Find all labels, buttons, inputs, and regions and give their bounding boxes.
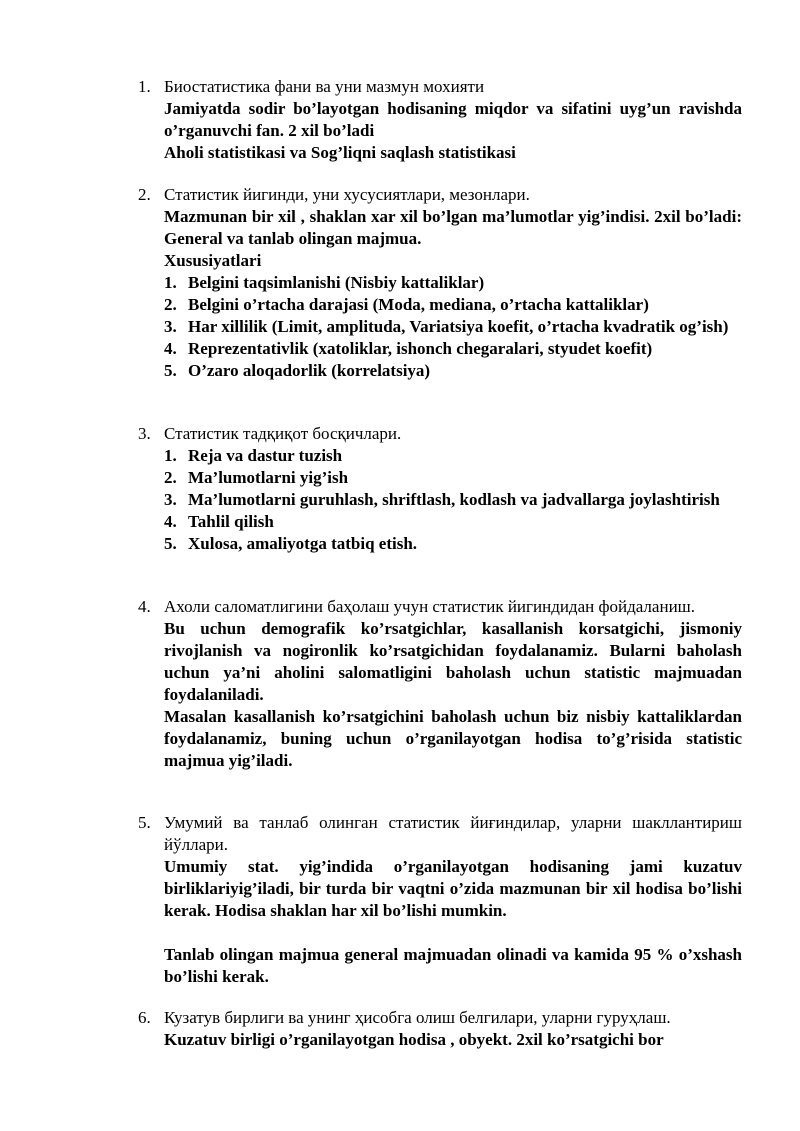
question-number: 1.: [138, 77, 151, 96]
question-title: Умумий ва танлаб олинган статистик йиғиндилар, уларни шакллантириш йўллари.: [164, 813, 742, 854]
question-title: Ахоли саломатлигини баҳолаш учун статистик йигиндидан фойдаланиш.: [164, 597, 696, 616]
answer-paragraph: Jamiyatda sodir bo’layotgan hodisaning miqdor va sifatini uyg’un ravishda o’rganuvchi fan. 2 xil bo’ladi: [164, 99, 742, 140]
list-item: 2. Ma’lumotlarni yig’ish: [164, 468, 349, 487]
list-item: 4. Tahlil qilish: [164, 512, 274, 531]
question-number: 4.: [138, 597, 151, 616]
question-title: Статистик тадқиқот босқичлари.: [164, 424, 402, 443]
question-item-6: [138, 1007, 742, 1051]
question-number: 3.: [138, 424, 151, 443]
list-item: 3. Har xillilik (Limit, amplituda, Variatsiya koefit, o’rtacha kvadratik og’ish): [164, 317, 729, 336]
list-item: 5. Xulosa, amaliyotga tatbiq etish.: [164, 534, 418, 553]
answer-paragraph: Aholi statistikasi va Sog’liqni saqlash statistikasi: [164, 143, 516, 162]
question-number: 2.: [138, 185, 151, 204]
answer-paragraph: Bu uchun demografik ko’rsatgichlar, kasallanish korsatgichi, jismoniy rivojlanish va nogironlik ko’rsatgichidan foydalanamiz. Bularni baholash uchun ya’ni aholini salomatligini baholash uchun statistic majmuadan foydalaniladi.: [164, 619, 742, 704]
list-item: 4. Reprezentativlik (xatoliklar, ishonch chegaralari, styudet koefit): [164, 339, 653, 358]
answer-paragraph: Masalan kasallanish ko’rsatgichini baholash uchun biz nisbiy kattaliklardan foydalanamiz, buning uchun o’rganilayotgan hodisa to’g’risida statistic majmua yig’iladi.: [164, 707, 742, 770]
question-item-1: [138, 76, 742, 164]
paragraph-spacer: [164, 922, 742, 944]
question-number: 6.: [138, 1008, 151, 1027]
answer-paragraph: Tanlab olingan majmua general majmuadan olinadi va kamida 95 % o’xshash bo’lishi kerak.: [164, 945, 742, 986]
list-item: 1. Reja va dastur tuzish: [164, 446, 343, 465]
question-item-3: [138, 423, 742, 555]
list-item: 2. Belgini o’rtacha darajasi (Moda, mediana, o’rtacha kattaliklar): [164, 295, 649, 314]
question-title: Биостатистика фани ва уни мазмун мохияти: [164, 77, 485, 96]
question-number: 5.: [138, 813, 151, 832]
question-title: Статистик йигинди, уни хусусиятлари, мезонлари.: [164, 185, 530, 204]
question-item-4: [138, 596, 742, 772]
question-item-5: [138, 812, 742, 988]
question-item-2: [138, 184, 742, 382]
answer-paragraph: Mazmunan bir xil , shaklan xar xil bo’lgan ma’lumotlar yig’indisi. 2xil bo’ladi: General va tanlab olingan majmua.: [164, 207, 742, 248]
list-item: 3. Ma’lumotlarni guruhlash, shriftlash, kodlash va jadvallarga joylashtirish: [164, 490, 720, 509]
question-title: Кузатув бирлиги ва унинг ҳисобга олиш белгилари, уларни гуруҳлаш.: [164, 1008, 671, 1027]
list-item: 1. Belgini taqsimlanishi (Nisbiy kattaliklar): [164, 273, 485, 292]
answer-paragraph: Xususiyatlari: [164, 251, 262, 270]
list-item: 5. O’zaro aloqadorlik (korrelatsiya): [164, 361, 431, 380]
answer-paragraph: Umumiy stat. yig’indida o’rganilayotgan hodisaning jami kuzatuv birliklariyig’iladi, bir turda bir vaqtni o’zida mazmunan bir xil hodisa bo’lishi kerak. Hodisa shaklan har xil bo’lishi mumkin.: [164, 857, 742, 920]
answer-paragraph: Kuzatuv birligi o’rganilayotgan hodisa , obyekt. 2xil ko’rsatgichi bor: [164, 1030, 664, 1049]
